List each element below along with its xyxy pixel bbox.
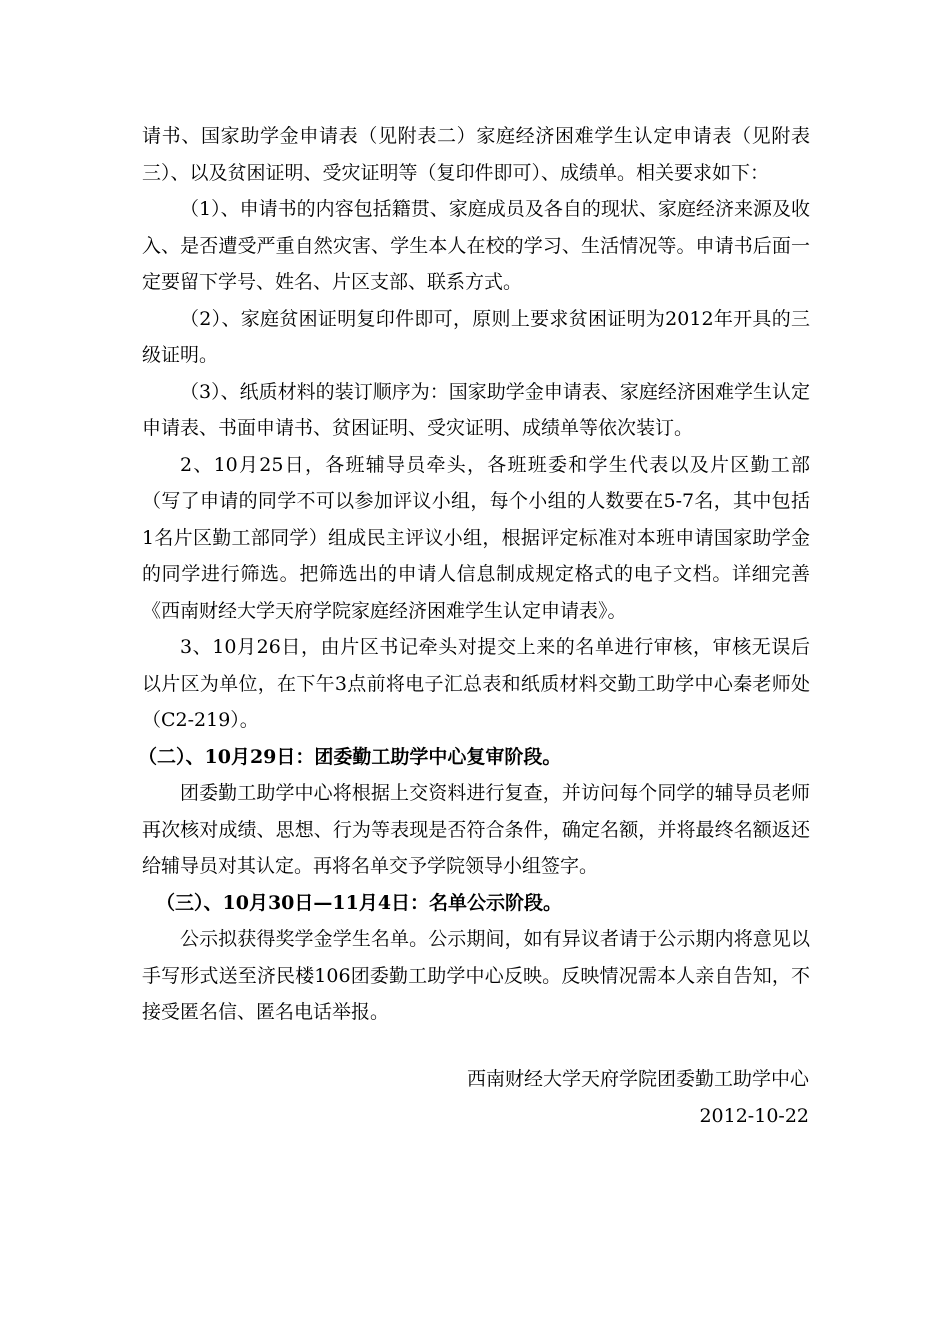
signature-block <box>467 1061 809 1134</box>
paragraph-step-3: 3、10月26日，由片区书记牵头对提交上来的名单进行审核，审核无误后以片区为单位，在下午3点前将电子汇总表和纸质材料交勤工助学中心秦老师处（C2-219）。 <box>142 636 810 731</box>
section-heading-publicity: （三）、10月30日—11月4日：名单公示阶段。 <box>156 891 563 914</box>
signature-organization: 西南财经大学天府学院团委勤工助学中心 <box>466 1068 809 1090</box>
paragraph-application-materials: 请书、国家助学金申请表（见附表二）家庭经济困难学生认定申请表（见附表三）、以及贫困证明、受灾证明等（复印件即可）、成绩单。相关要求如下： <box>142 125 810 184</box>
paragraph-requirement-2: （2）、家庭贫困证明复印件即可，原则上要求贫困证明为2012年开具的三级证明。 <box>142 307 810 366</box>
paragraph-review: 团委勤工助学中心将根据上交资料进行复查，并访问每个同学的辅导员老师再次核对成绩、思想、行为等表现是否符合条件，确定名额，并将最终名额返还给辅导员对其认定。再将名单交予学院领导小组签字。 <box>142 782 810 877</box>
signature-date: 2012-10-22 <box>699 1104 809 1127</box>
section-heading-review: （二）、10月29日：团委勤工助学中心复审阶段。 <box>138 745 562 768</box>
document-body <box>138 118 810 1031</box>
paragraph-step-2: 2、10月25日，各班辅导员牵头，各班班委和学生代表以及片区勤工部（写了申请的同学不可以参加评议小组，每个小组的人数要在5-7名，其中包括1名片区勤工部同学）组成民主评议小组，根据评定标准对本班申请国家助学金的同学进行筛选。把筛选出的申请人信息制成规定格式的电子文档。详细完善《西南财经大学天府学院家庭经济困难学生认定申请表》。 <box>142 453 810 622</box>
paragraph-requirement-3: （3）、纸质材料的装订顺序为：国家助学金申请表、家庭经济困难学生认定申请表、书面申请书、贫困证明、受灾证明、成绩单等依次装订。 <box>142 380 810 439</box>
paragraph-publicity: 公示拟获得奖学金学生名单。公示期间，如有异议者请于公示期内将意见以手写形式送至济民楼106团委勤工助学中心反映。反映情况需本人亲自告知，不接受匿名信、匿名电话举报。 <box>142 928 810 1023</box>
paragraph-requirement-1: （1）、申请书的内容包括籍贯、家庭成员及各自的现状、家庭经济来源及收入、是否遭受严重自然灾害、学生本人在校的学习、生活情况等。申请书后面一定要留下学号、姓名、片区支部、联系方式。 <box>142 198 810 293</box>
